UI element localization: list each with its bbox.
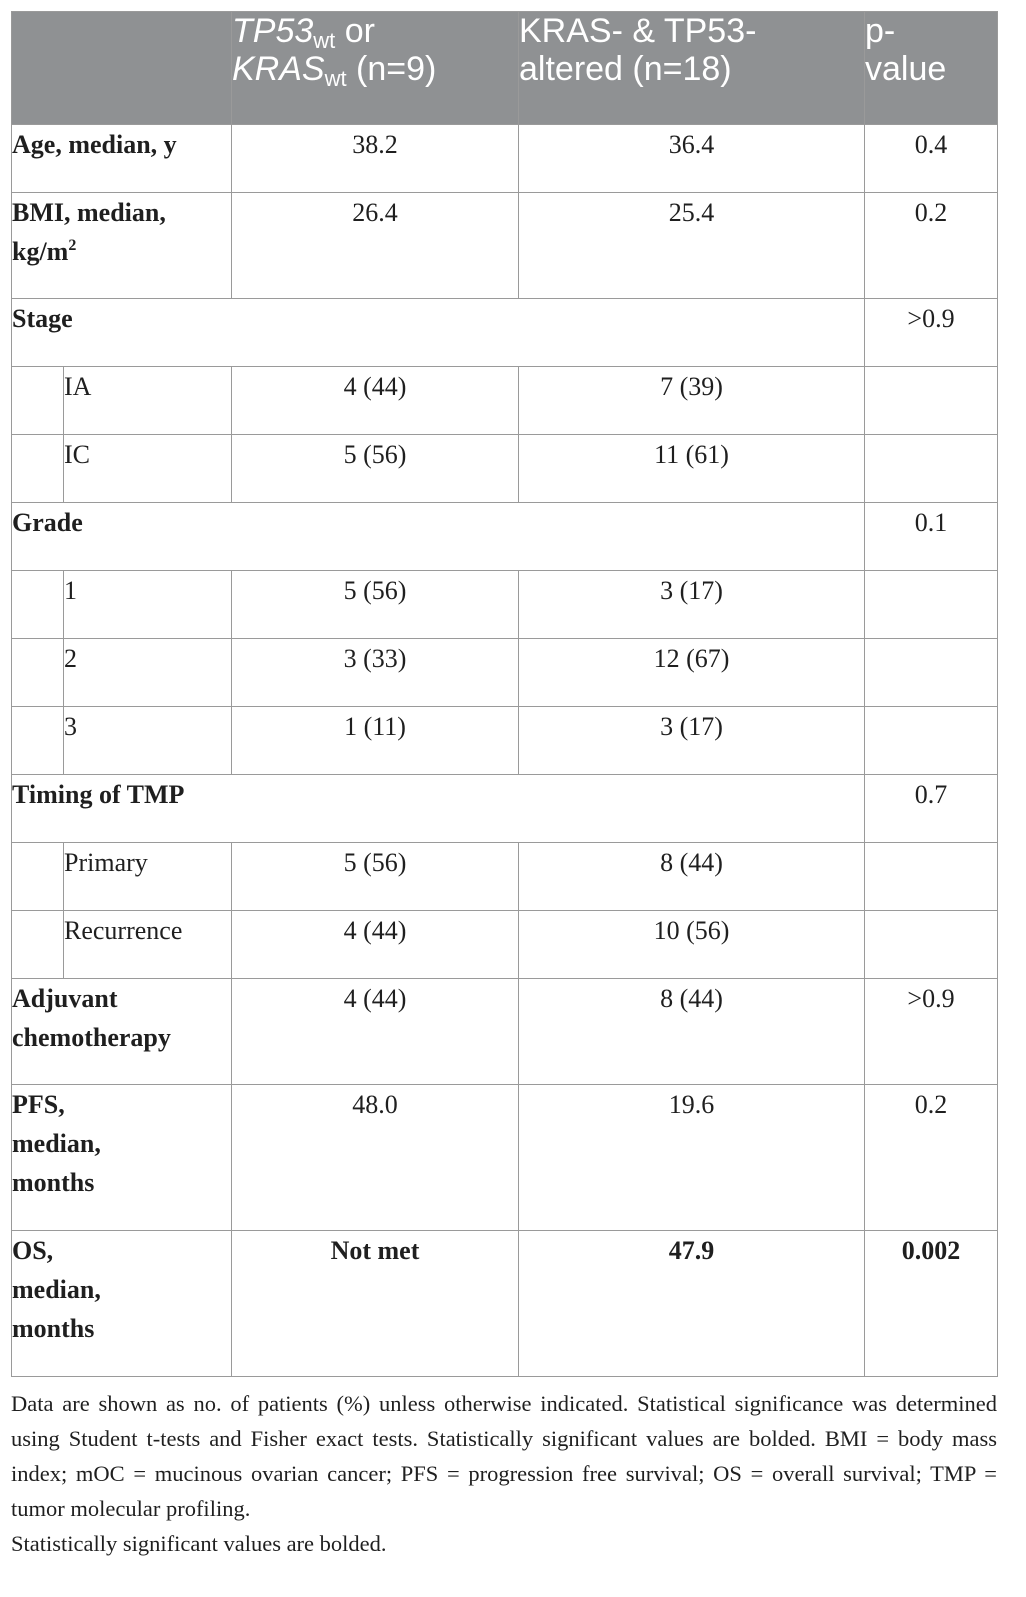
cell-p-value xyxy=(865,639,998,707)
cell-p-value xyxy=(865,843,998,911)
table-row-os xyxy=(12,1231,998,1377)
cell-altered: 3 (17) xyxy=(519,571,865,639)
row-label: OS, median, months xyxy=(12,1231,232,1377)
header-wildtype-group: $TP53_{wt}$ or $KRAS_{wt}$ (n=9) xyxy=(232,12,519,125)
cell-wildtype: 4 (44) xyxy=(232,911,519,979)
row-label: PFS, median, months xyxy=(12,1085,232,1231)
cell-wildtype: 3 (33) xyxy=(232,639,519,707)
row-label: IA xyxy=(64,367,232,435)
cell-p-value: 0.002 xyxy=(865,1231,998,1377)
cell-p-value: >0.9 xyxy=(865,299,998,367)
cell-wildtype: 1 (11) xyxy=(232,707,519,775)
table-row-timing-primary xyxy=(12,843,998,911)
header-blank-cell xyxy=(12,12,232,125)
row-label: Adjuvant chemotherapy xyxy=(12,979,232,1085)
table-row-stage-ic xyxy=(12,435,998,503)
cell-altered: 47.9 xyxy=(519,1231,865,1377)
table-row-adjuvant xyxy=(12,979,998,1085)
table-row-grade-2 xyxy=(12,639,998,707)
cell-wildtype: Not met xyxy=(232,1231,519,1377)
cell-altered: 8 (44) xyxy=(519,843,865,911)
cell-p-value xyxy=(865,707,998,775)
cell-p-value: 0.2 xyxy=(865,1085,998,1231)
footnote-note: Statistically significant values are bolded. xyxy=(11,1531,387,1556)
section-label: Stage xyxy=(12,299,865,367)
table-row-stage-ia xyxy=(12,367,998,435)
cell-p-value: 0.2 xyxy=(865,193,998,299)
cell-altered: 25.4 xyxy=(519,193,865,299)
table-row-grade-3 xyxy=(12,707,998,775)
table-row-timing-recurrence xyxy=(12,911,998,979)
indent-cell xyxy=(12,571,64,639)
indent-cell xyxy=(12,843,64,911)
cell-p-value xyxy=(865,367,998,435)
cell-altered: 12 (67) xyxy=(519,639,865,707)
row-label: Recurrence xyxy=(64,911,232,979)
table-row-age xyxy=(12,125,998,193)
cell-p-value: 0.1 xyxy=(865,503,998,571)
cell-altered: 7 (39) xyxy=(519,367,865,435)
cell-wildtype: 4 (44) xyxy=(232,367,519,435)
table-row-stage xyxy=(12,299,998,367)
cell-p-value xyxy=(865,911,998,979)
cell-p-value: 0.7 xyxy=(865,775,998,843)
cell-wildtype: 26.4 xyxy=(232,193,519,299)
row-label: Age, median, y xyxy=(12,125,232,193)
row-label: Primary xyxy=(64,843,232,911)
cell-p-value xyxy=(865,571,998,639)
cell-p-value: 0.4 xyxy=(865,125,998,193)
indent-cell xyxy=(12,367,64,435)
indent-cell xyxy=(12,639,64,707)
cell-p-value xyxy=(865,435,998,503)
indent-cell xyxy=(12,435,64,503)
cell-altered: 19.6 xyxy=(519,1085,865,1231)
cell-altered: 10 (56) xyxy=(519,911,865,979)
table-row-grade xyxy=(12,503,998,571)
cell-wildtype: 5 (56) xyxy=(232,435,519,503)
cell-wildtype: 5 (56) xyxy=(232,571,519,639)
table-row-timing xyxy=(12,775,998,843)
indent-cell xyxy=(12,707,64,775)
cell-wildtype: 48.0 xyxy=(232,1085,519,1231)
cell-wildtype: 5 (56) xyxy=(232,843,519,911)
table-row-grade-1 xyxy=(12,571,998,639)
cell-altered: 8 (44) xyxy=(519,979,865,1085)
table-footnote xyxy=(11,1386,997,1561)
row-label: BMI, median, $kg/m^2$ xyxy=(12,193,232,299)
header-altered-group: KRAS- & TP53- altered (n=18) xyxy=(519,12,865,125)
cell-wildtype: 38.2 xyxy=(232,125,519,193)
row-label: 1 xyxy=(64,571,232,639)
characteristics-table xyxy=(11,11,998,1377)
row-label: 3 xyxy=(64,707,232,775)
cell-p-value: >0.9 xyxy=(865,979,998,1085)
cell-altered: 36.4 xyxy=(519,125,865,193)
cell-altered: 11 (61) xyxy=(519,435,865,503)
table-row-bmi xyxy=(12,193,998,299)
row-label: IC xyxy=(64,435,232,503)
table-row-pfs xyxy=(12,1085,998,1231)
section-label: Grade xyxy=(12,503,865,571)
footnote-text: Data are shown as no. of patients (%) unless otherwise indicated. Statistical significance was determined using Student t-tests and Fisher exact tests. Statistically significant values are bolded. BMI = body mass index; mOC = mucinous ovarian cancer; PFS = progression free survival; OS = overall survival; TMP = tumor molecular profiling. xyxy=(11,1391,997,1521)
cell-wildtype: 4 (44) xyxy=(232,979,519,1085)
indent-cell xyxy=(12,911,64,979)
cell-altered: 3 (17) xyxy=(519,707,865,775)
row-label: 2 xyxy=(64,639,232,707)
section-label: Timing of TMP xyxy=(12,775,865,843)
header-p-value: p- value xyxy=(865,12,998,125)
